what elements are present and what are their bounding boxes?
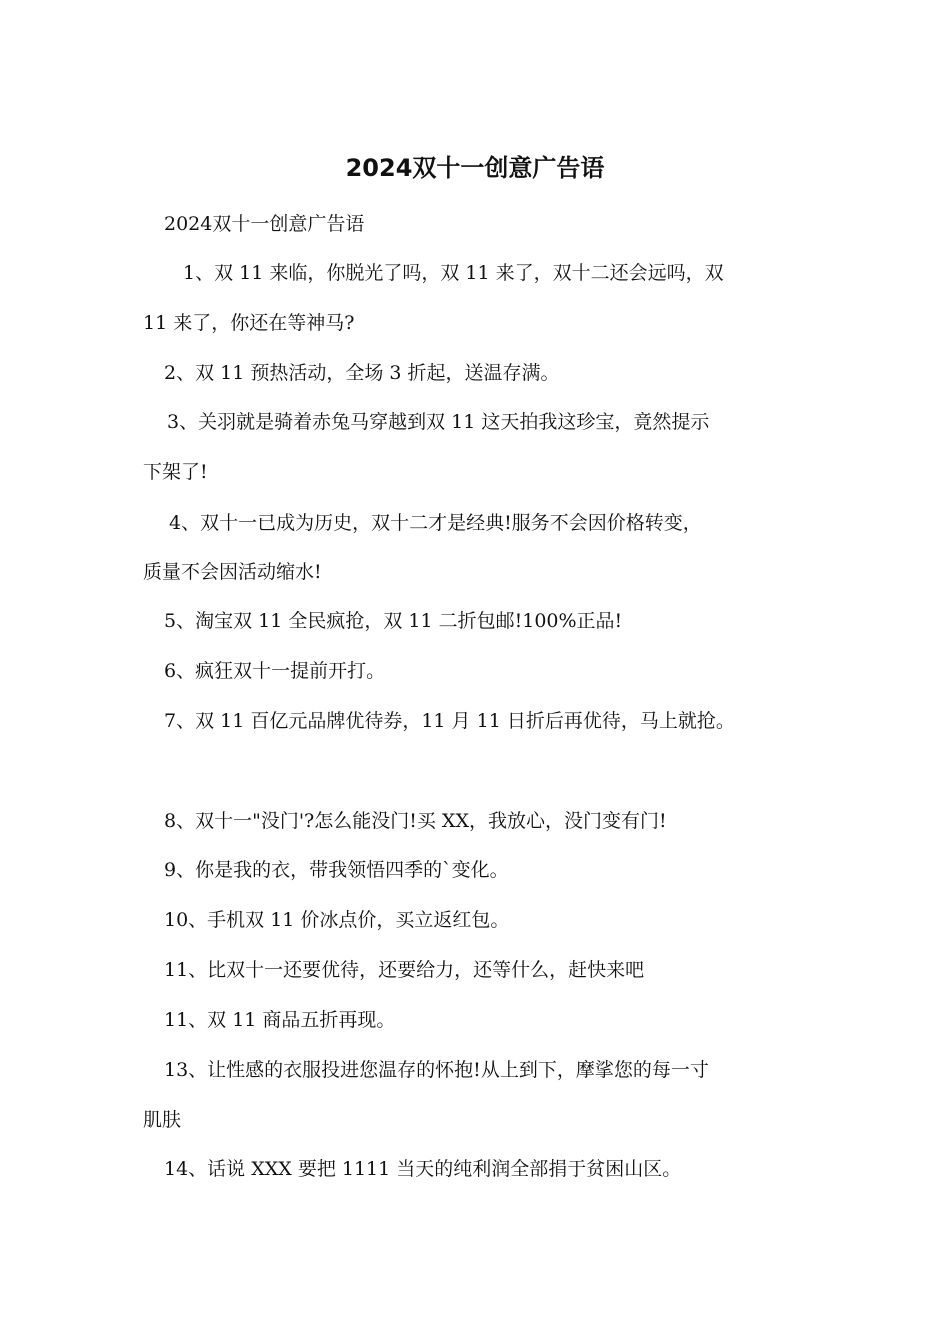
list-item-4-cont: 质量不会因活动缩水! [143,561,322,583]
list-item-1: 1、双 11 来临，你脱光了吗，双 11 来了，双十二还会远吗，双 [183,262,724,284]
list-item-13: 13、让性感的衣服投进您温存的怀抱!从上到下，摩挲您的每一寸 [164,1059,709,1081]
list-item-6: 6、疯狂双十一提前开打。 [164,660,386,682]
list-item-11: 11、比双十一还要优待，还要给力，还等什么，赶快来吧 [164,959,645,981]
list-item-14: 14、话说 XXX 要把 1111 当天的纯利润全部捐于贫困山区。 [164,1158,682,1180]
list-item-3-cont: 下架了! [143,461,208,483]
list-item-8: 8、双十一"没门'?怎么能没门!买 XX，我放心，没门变有门! [164,810,667,832]
list-item-12: 11、双 11 商品五折再现。 [164,1009,396,1031]
list-item-3: 3、关羽就是骑着赤兔马穿越到双 11 这天拍我这珍宝，竟然提示 [167,411,710,433]
document-subtitle: 2024双十一创意广告语 [164,213,365,235]
list-item-7: 7、双 11 百亿元品牌优待券，11 月 11 日折后再优待，马上就抢。 [164,710,735,732]
list-item-5: 5、淘宝双 11 全民疯抢，双 11 二折包邮!100%正品! [164,610,623,632]
list-item-13-cont: 肌肤 [143,1109,182,1131]
list-item-1-cont: 11 来了，你还在等神马? [143,312,355,334]
document-title: 2024双十一创意广告语 [345,154,605,182]
list-item-9: 9、你是我的衣，带我领悟四季的`变化。 [164,859,509,881]
list-item-4: 4、双十一已成为历史，双十二才是经典!服务不会因价格转变， [169,512,702,534]
list-item-10: 10、手机双 11 价冰点价，买立返红包。 [164,909,510,931]
list-item-2: 2、双 11 预热活动，全场 3 折起，送温存满。 [164,362,560,384]
